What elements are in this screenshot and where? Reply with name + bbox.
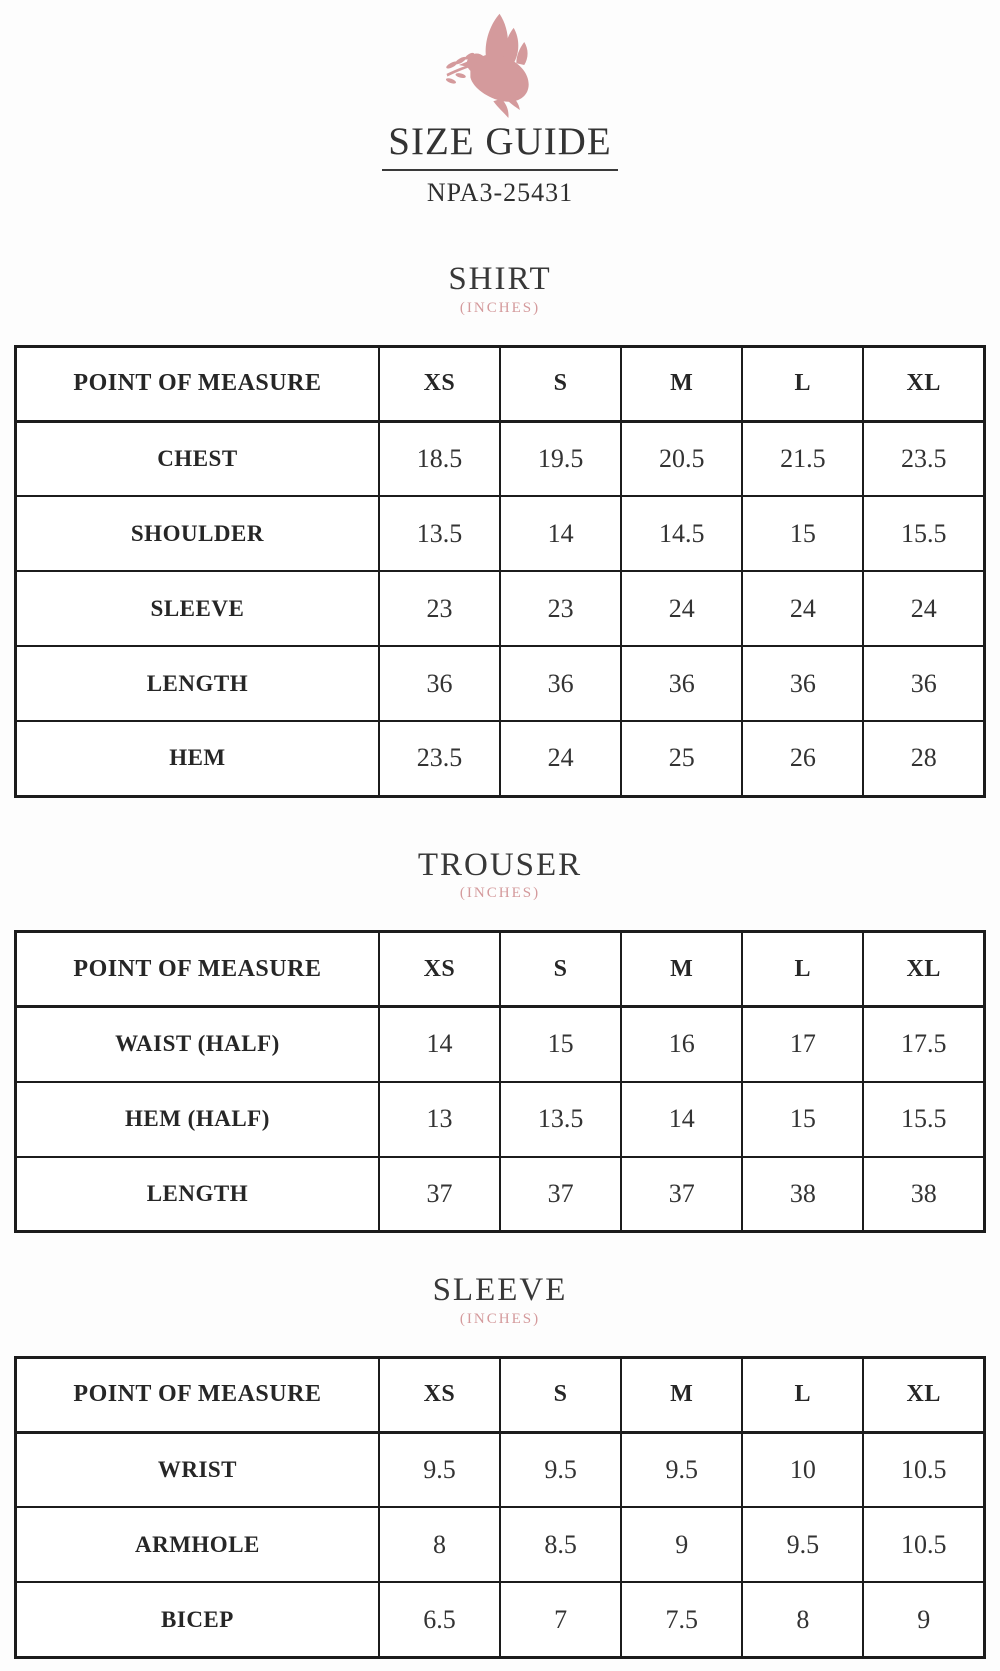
measurement-value: 38 [742,1157,863,1232]
row-label: ARMHOLE [16,1507,379,1582]
measurement-value: 13.5 [500,1082,621,1157]
column-header-size: XL [863,932,984,1007]
measurement-value: 10.5 [863,1507,984,1582]
table-row [16,1157,985,1232]
measurement-value: 18.5 [379,421,500,496]
table-row [16,571,985,646]
measurement-value: 9.5 [379,1432,500,1507]
header-row [16,932,985,1007]
measurement-value: 13 [379,1082,500,1157]
column-header-size: XS [379,346,500,421]
measurement-value: 21.5 [742,421,863,496]
measurement-value: 16 [621,1007,742,1082]
dove-icon [443,12,558,118]
column-header-measure: POINT OF MEASURE [16,932,379,1007]
measurement-value: 26 [742,721,863,796]
measurement-value: 24 [621,571,742,646]
measurement-value: 10 [742,1432,863,1507]
trouser-size-table [14,930,986,1233]
measurement-value: 25 [621,721,742,796]
unit-label-shirt: (INCHES) [459,299,541,316]
column-header-size: L [742,932,863,1007]
row-label: HEM (HALF) [16,1082,379,1157]
measurement-value: 38 [863,1157,984,1232]
measurement-value: 15 [500,1007,621,1082]
column-header-size: M [621,932,742,1007]
unit-label-trouser: (INCHES) [459,885,541,902]
shirt-size-table [14,345,986,798]
measurement-value: 8 [379,1507,500,1582]
measurement-value: 14 [379,1007,500,1082]
row-label: WRIST [16,1432,379,1507]
masthead [0,12,1000,208]
column-header-size: M [621,1357,742,1432]
table-row [16,1507,985,1582]
measurement-value: 7.5 [621,1582,742,1657]
measurement-value: 8 [742,1582,863,1657]
measurement-value: 24 [500,721,621,796]
section-shirt [0,262,1000,798]
brand-logo [0,12,1000,118]
measurement-value: 23.5 [379,721,500,796]
header-row [16,346,985,421]
measurement-value: 36 [742,646,863,721]
measurement-value: 14 [500,496,621,571]
column-header-measure: POINT OF MEASURE [16,1357,379,1432]
section-trouser [0,848,1000,1234]
page-title: SIZE GUIDE [382,122,617,171]
column-header-size: L [742,1357,863,1432]
measurement-value: 37 [500,1157,621,1232]
table-row [16,721,985,796]
measurement-value: 9.5 [500,1432,621,1507]
table-row [16,421,985,496]
section-title-trouser: TROUSER [417,846,583,883]
sleeve-size-table [14,1356,986,1659]
measurement-value: 9.5 [742,1507,863,1582]
measurement-value: 15 [742,496,863,571]
measurement-value: 9.5 [621,1432,742,1507]
measurement-value: 10.5 [863,1432,984,1507]
measurement-value: 13.5 [379,496,500,571]
measurement-value: 8.5 [500,1507,621,1582]
column-header-size: XL [863,346,984,421]
measurement-value: 36 [863,646,984,721]
measurement-value: 36 [379,646,500,721]
row-label: SHOULDER [16,496,379,571]
measurement-value: 24 [742,571,863,646]
measurement-value: 14.5 [621,496,742,571]
measurement-value: 6.5 [379,1582,500,1657]
table-row [16,496,985,571]
measurement-value: 23 [379,571,500,646]
row-label: LENGTH [16,1157,379,1232]
column-header-size: XS [379,1357,500,1432]
row-label: HEM [16,721,379,796]
column-header-size: M [621,346,742,421]
header-row [16,1357,985,1432]
unit-label-sleeve: (INCHES) [459,1310,541,1327]
column-header-size: S [500,932,621,1007]
row-label: WAIST (HALF) [16,1007,379,1082]
measurement-value: 15.5 [863,496,984,571]
measurement-value: 14 [621,1082,742,1157]
row-label: LENGTH [16,646,379,721]
measurement-value: 20.5 [621,421,742,496]
product-code: NPA3-25431 [426,177,574,207]
measurement-value: 24 [863,571,984,646]
measurement-value: 36 [500,646,621,721]
measurement-value: 9 [863,1582,984,1657]
measurement-value: 17.5 [863,1007,984,1082]
measurement-value: 9 [621,1507,742,1582]
measurement-value: 36 [621,646,742,721]
table-row [16,646,985,721]
measurement-value: 15.5 [863,1082,984,1157]
column-header-size: S [500,1357,621,1432]
column-header-size: XL [863,1357,984,1432]
measurement-value: 15 [742,1082,863,1157]
measurement-value: 17 [742,1007,863,1082]
measurement-value: 23.5 [863,421,984,496]
measurement-value: 19.5 [500,421,621,496]
column-header-size: XS [379,932,500,1007]
measurement-value: 37 [379,1157,500,1232]
row-label: SLEEVE [16,571,379,646]
column-header-size: L [742,346,863,421]
column-header-size: S [500,346,621,421]
table-row [16,1082,985,1157]
table-row [16,1007,985,1082]
section-title-sleeve: SLEEVE [432,1272,568,1309]
section-title-shirt: SHIRT [448,260,552,297]
measurement-value: 23 [500,571,621,646]
table-row [16,1432,985,1507]
row-label: CHEST [16,421,379,496]
measurement-value: 37 [621,1157,742,1232]
measurement-value: 7 [500,1582,621,1657]
column-header-measure: POINT OF MEASURE [16,346,379,421]
section-sleeve [0,1273,1000,1659]
measurement-value: 28 [863,721,984,796]
row-label: BICEP [16,1582,379,1657]
table-row [16,1582,985,1657]
